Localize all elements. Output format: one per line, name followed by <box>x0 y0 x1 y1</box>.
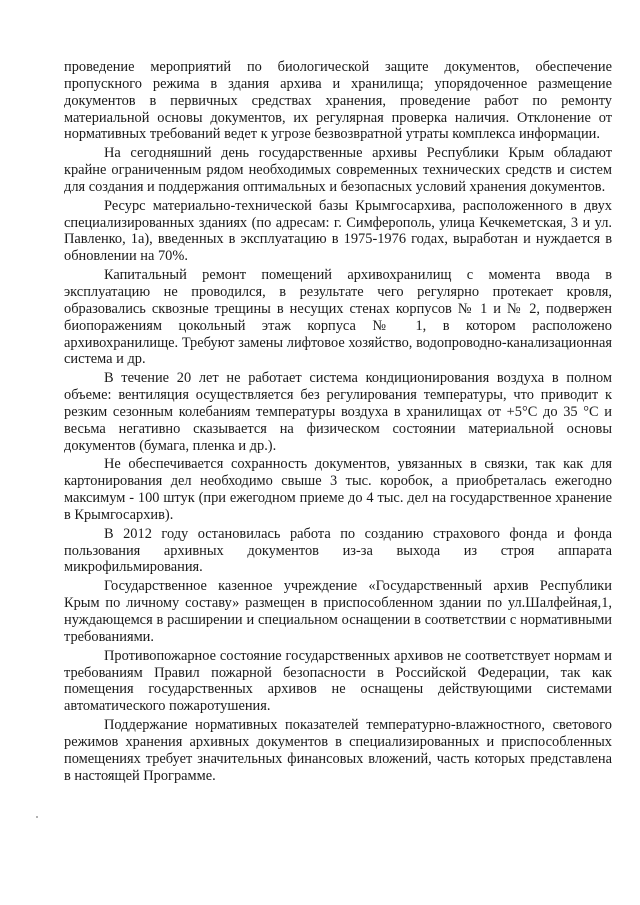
paragraph-storage-conditions: Поддержание нормативных показателей температурно-влажностного, светового режимов хранения архивных документов в специализированных и приспособленных помещениях требует значительных финансовых вложений, часть которых представлена в настоящей Программе. <box>64 717 612 784</box>
paragraph-fire-safety: Противопожарное состояние государственных архивов не соответствует нормам и требованиям Правил пожарной безопасности в Российской Федерации, так как помещения государственных архивов не оснащены действующими системами автоматического пожаротушения. <box>64 647 612 715</box>
document-body <box>64 59 612 786</box>
paragraph-continuation: проведение мероприятий по биологической защите документов, обеспечение пропускного режима в здания архива и хранилища; упорядоченное размещение документов в первичных средствах хранения, проведение работ по ремонту материальной основы документов, их регулярная проверка наличия. Отклонение от нормативных требований ведет к угрозе безвозвратной утраты комплекса информации. <box>64 59 612 143</box>
paragraph-material-base: Ресурс материально-технической базы Крымгосархива, расположенного в двух специализированных зданиях (по адресам: г. Симферополь, улица Кечкеметская, 3 и ул. Павленко, 1а), введенных в эксплуатацию в 1975-1976 годах, выработан и нуждается в обновлении на 70%. <box>64 197 612 265</box>
paragraph-capital-repair: Капитальный ремонт помещений архивохранилищ с момента ввода в эксплуатацию не проводился, в результате чего регулярно протекает кровля, образовались сквозные трещины в несущих стенах корпусов № 1 и № 2, подвержен биопоражениям цокольный этаж корпуса № 1, в котором расположено архивохранилище. Требуют замены лифтовое хозяйство, водопроводно-канализационная система и др. <box>64 267 612 368</box>
paragraph-microfilming: В 2012 году остановилась работа по созданию страхового фонда и фонда пользования архивных документов из-за выхода из строя аппарата микрофильмирования. <box>64 525 612 576</box>
scan-speck <box>36 816 38 818</box>
paragraph-personnel-archive: Государственное казенное учреждение «Государственный архив Республики Крым по личному составу» размещен в приспособленном здании по ул.Шалфейная,1, нуждающемся в расширении и специальном оснащении в соответствии с нормативными требованиями. <box>64 578 612 645</box>
paragraph-boxes: Не обеспечивается сохранность документов, увязанных в связки, так как для картонирования дел необходимо свыше 3 тыс. коробок, а приобреталась ежегодно максимум - 100 штук (при ежегодном приеме до 4 тыс. дел на государственное хранение в Крымгосархив). <box>64 456 612 523</box>
paragraph-archives-equipment: На сегодняшний день государственные архивы Республики Крым обладают крайне ограниченным рядом необходимых современных технических средств и систем для создания и поддержания оптимальных и безопасных условий хранения документов. <box>64 145 612 195</box>
paragraph-air-conditioning: В течение 20 лет не работает система кондиционирования воздуха в полном объеме: вентиляция осуществляется без регулирования температуры, что приводит к резким сезонным колебаниям температуры воздуха в хранилищах от +5°С до 35 °С и весьма негативно сказывается на физическом состоянии материальной основы документов (бумага, пленка и др.). <box>64 370 612 454</box>
